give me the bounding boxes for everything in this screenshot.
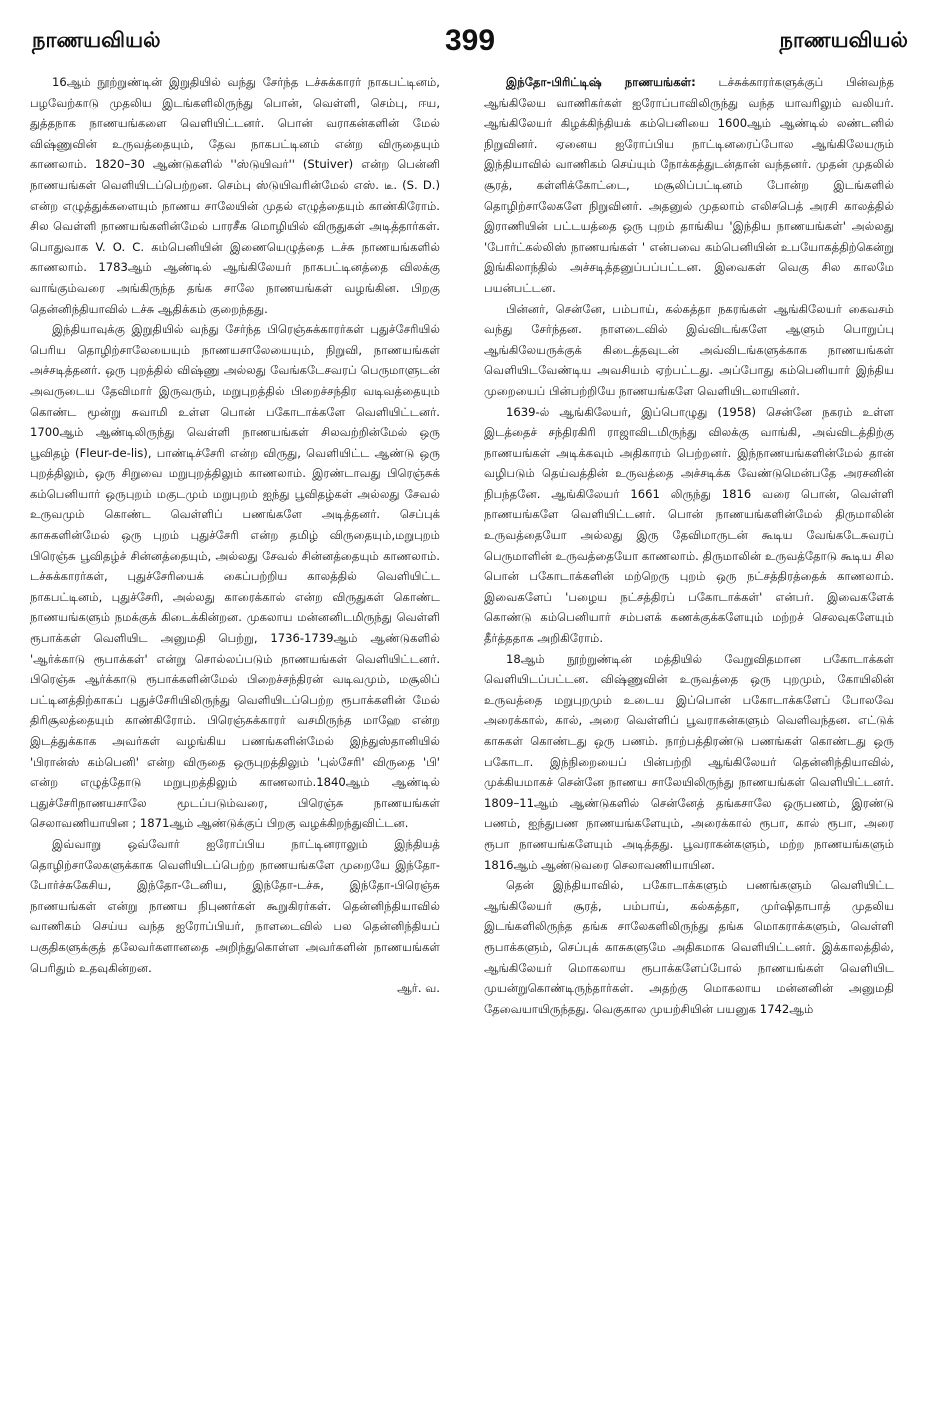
author-signature: ஆர். வ. [397, 981, 440, 996]
running-head-right: நாணயவியல் [779, 28, 908, 52]
paragraph-mughal-rupees: தென் இந்தியாவில், பகோடாக்களும் பணங்களும் வெளியிட்ட ஆங்கிலேயர் சூரத், பம்பாய், கல்கத்தா, முர்ஷிதாபாத் முதலிய இடங்களிலிருந்த தங்க சாலேகளிலிருந்து தங்க மொகராக்களும், வெள்ளி ரூபாக்களும், செப்புக் காசுகளுமே அதிகமாக வெளியிட்டனர். இக்காலத்தில், ஆங்கிலேயர் மொகலாய ரூபாக்களேப்போல் நாணயங்கள் வெளியிட முயன்றுகொண்டிருந்தார்கள். அதற்கு மொகலாய மன்னனின் அனுமதி தேவையாயிருந்தது. வெகுகால முயற்சியின் பயனுக 1742ஆம் [484, 878, 894, 1016]
paragraph-text: டச்சுக்காரர்களுக்குப் பின்வந்த ஆங்கிலேய வாணிகர்கள் ஐரோப்பாவிலிருந்து வந்த யாவரிலும் வலியர். ஆங்கிலேயர் கிழக்கிந்தியக் கம்பெனியை 1600ஆம் ஆண்டில் லண்டனில் நிறுவினர். ஏனைய ஐரோப்பிய நாட்டினரைப்போல ஆங்கிலேயரும் இந்தியாவில் வாணிகம் செய்யும் நோக்கத்துடன்தான் வந்தனர். முதன் முதலில் சூரத், கள்ளிக்கோட்டை, மசூலிப்பட்டினம் போன்ற இடங்களில் தொழிற்சாலேகளே நிறுவினர். அதனுல் முதலாம் எலிசபெத் அரசி காலத்தில் இராணியின் பட்டயத்தை ஒரு புறம் தாங்கிய 'இந்திய நாணயங்கள்' அல்லது 'போர்ட்கல்லிஸ் நாணயங்கள் ' என்பவை கம்பெனியின் உபயோகத்திற்கென்று இங்கிலாந்தில் அச்சடித்தனுப்பப்பட்டன. இவைகள் வெகு சில காலமே பயன்பட்டன. [484, 75, 895, 295]
paragraph-indo-british-intro [484, 72, 894, 299]
paragraph-18th-century-pagodas: 18ஆம் நூற்றுண்டின் மத்தியில் வேறுவிதமான பகோடாக்கள் வெளியிடப்பட்டன. விஷ்ணுவின் உருவத்தை ஒரு புறமும், கோயிலின் உருவத்தை மறுபுறமும் உடைய இப்பொன் பகோடாக்களேப் போலவே அரைக்கால், கால், அரை வெள்ளிப் பூவராகன்களும் வெளிவந்தன. எட்டுக் காசுகள் கொண்டது ஒரு பணம். நாற்பத்திரண்டு பணங்கள் கொண்டது ஒரு பகோடா. இந்நிறையைப் பின்பற்றி ஆங்கிலேயர் தென்னிந்தியாவில், முக்கியமாகச் சென்னே நாணய சாலேயிலிருந்து நாணயங்கள் வெளியிட்டனர். 1809–11ஆம் ஆண்டுகளில் சென்னேத் தங்கசாலே ஒருபணம், இரண்டு பணம், ஐந்துபண நாணயங்களேயும், அரைக்கால் ரூபா, கால் ரூபா, அரை ரூபா நாணயங்களேயும் அடித்தது. பூவராகன்களும், மற்ற நாணயங்களும் 1816ஆம் ஆண்டுவரை செலாவணியாயின. [484, 651, 894, 872]
right-column [484, 72, 894, 1019]
paragraph-indo-european-summary: இவ்வாறு ஒவ்வோர் ஐரோப்பிய நாட்டினராலும் இந்தியத் தொழிற்சாலேகளுக்காக வெளியிடப்பெற்ற நாணயங்களே முறையே இந்தோ-போர்ச்சுகேசிய, இந்தோ-டேனிய, இந்தோ-டச்சு, இந்தோ-பிரெஞ்சு நாணயங்கள் என்று நாணய நிபுணர்கள் கூறுகிரர்கள். தென்னிந்தியாவில் வாணிகம் செய்ய வந்த ஐரோப்பியர், நாளடைவில் பல தென்னிந்தியப் பகுதிகளுக்குத் தலேவர்களானதை அறிந்துகொள்ள அவர்களின் நாணயங்கள் பெரிதும் உதவுகின்றன. [30, 836, 440, 975]
section-heading: இந்தோ-பிரிட்டிஷ் நாணயங்கள்: [506, 75, 696, 89]
page-number: 399 [444, 24, 496, 57]
page-header [32, 24, 908, 64]
paragraph-dutch-coins: 16ஆம் நூற்றுண்டின் இறுதியில் வந்து சேர்ந்த டச்சுக்காரர் நாகபட்டினம், பழவேற்காடு முதலிய இடங்களிலிருந்து பொன், வெள்ளி, செம்பு, ஈய, துத்தநாக நாணயங்களை வெளியிட்டனர். பொன் வராகன்களின் மேல் விஷ்ணுவின் உருவத்தையும், தேவ நாகபட்டினம் என்ற விருதையும் காணலாம். 1820–30 ஆண்டுகளில் ''ஸ்டுயிவர்'' (Stuiver) என்ற பென்னி நாணயங்கள் வெளியிடப்பெற்றன. செம்பு ஸ்டுயிவரின்மேல் எஸ். டீ. (S. D.) என்ற எழுத்துக்களையும் நாணய சாலேயின் முதல் எழுத்தையும் காண்கிரோம். சில வெள்ளி நாணயங்களின்மேல் பாரசீக மொழியில் விருதுகள் அடித்தார்கள். பொதுவாக V. O. C. கம்பெனியின் இணையெழுத்தை டச்சு நாணயங்களில் காணலாம். 1783ஆம் ஆண்டில் ஆங்கிலேயர் நாகபட்டினத்தை விலக்கு வாங்கும்வரை அங்கிருந்த தங்க சாலே நாணயங்கள் வழங்கின. பிறகு தென்னிந்தியாவில் டச்சு ஆதிக்கம் குறைந்தது. [30, 75, 440, 316]
paragraph-french-coins: இந்தியாவுக்கு இறுதியில் வந்து சேர்ந்த பிரெஞ்சுக்காரர்கள் புதுச்சேரியில் பெரிய தொழிற்சாலேயையும் நாணயசாலேயையும், நிறுவி, நாணயங்கள் அச்சடித்தனர். ஒரு புறத்தில் விஷ்ணு அல்லது வேங்கடேசவரப் பெருமாளுடன் அவருடைய தேவிமார் இருவரும், மறுபுறத்தில் பிறைச்சந்திர வடிவத்தையும் கொண்ட மூன்று சுவாமி உள்ள பொன் பகோடாக்களே வெளியிட்டனர். 1700ஆம் ஆண்டிலிருந்து வெள்ளி நாணயங்கள் சிலவற்றின்மேல் ஒரு பூவிதழ் (Fleur-de-lis), பாண்டிச்சேரி என்ற விருது, வெளியிட்ட ஆண்டு ஒரு புறத்திலும், ஒரு சிறுவை மறுபுறத்திலும் காணலாம். இரண்டாவது பிரெஞ்சுக் கம்பெனியார் ஒருபுறம் மகுடமும் மறுபுறம் ஐந்து பூவிதழ்கள் அல்லது சேவல் உருவமும் கொண்ட வெள்ளிப் பணங்களே அடித்தனர். செப்புக் காசுகளின்மேல் ஒரு புறம் புதுச்சேரி என்ற தமிழ் விருதையும்,மறுபுறம் பிரெஞ்சு பூவிதழ்ச் சின்னத்தையும், அல்லது சேவல் சின்னத்தையும் காணலாம். டச்சுக்காரர்கள், புதுச்சேரியைக் கைப்பற்றிய காலத்தில் வெளியிட்ட நாகபட்டினம், புதுச்சேரி, அல்லது காரைக்கால் என்ற விருதுகள் கொண்ட நாணயங்களும் நமக்குக் கிடைக்கின்றன. முகலாய மன்னனிடமிருந்து வெள்ளி ரூபாக்கள் வெளியிட அனுமதி பெற்று, 1736-1739ஆம் ஆண்டுகளில் 'ஆர்க்காடு ரூபாக்கள்' என்று சொல்லப்படும் நாணயங்கள் வெளியிட்டனர். பிரெஞ்சு ஆர்க்காடு ரூபாக்களின்மேல் பிறைச்சந்திரன் வடிவமும், மசூலிப் பட்டினத்திற்காகப் புதுச்சேரியிலிருந்து வெளியிடப்பெற்ற ரூபாக்களின் மேல் திரிசூலத்தையும் காண்கிரோம். பிரெஞ்சுக்காரர் வசமிருந்த மாஹே என்ற இடத்துக்காக அவர்கள் வழங்கிய பணங்களின்மேல் இந்துஸ்தானியில் 'பிரான்ஸ் கம்பெனி' என்ற விருதை ஒருபுறத்திலும் 'புல்சேரி' விருதை 'பி' என்ற எழுத்தோடு மறுபுறத்திலும் காணலாம்.1840ஆம் ஆண்டில் புதுச்சேரிநாணயசாலே மூடப்படும்வரை, பிரெஞ்சு நாணயங்கள் செலாவணியாயின ; 1871ஆம் ஆண்டுக்குப் பிறகு வழக்கிறந்துவிட்டன. [30, 322, 440, 831]
running-head-left: நாணயவியல் [32, 28, 161, 52]
paragraph-presidencies: பின்னர், சென்னே, பம்பாய், கல்கத்தா நகரங்கள் ஆங்கிலேயர் கைவசம் வந்து சேர்ந்தன. நாளடைவில் இவ்விடங்களே ஆளும் பொறுப்பு ஆங்கிலேயருக்குக் கிடைத்தவுடன் அவ்விடங்களுக்காக நாணயங்கள் வெளியிடவேண்டிய அவசியம் ஏற்பட்டது. அப்போது கம்பெனியார் இந்திய முறையைப் பின்பற்றியே நாணயங்களே வெளியிடலாயினர். [484, 301, 894, 398]
paragraph-madras-mint: 1639-ல் ஆங்கிலேயர், இப்பொழுது (1958) சென்னே நகரம் உள்ள இடத்தைச் சந்திரகிரி ராஜாவிடமிருந்து விலக்கு வாங்கி, அவ்விடத்திற்கு நாணயங்கள் அடிக்கவும் அதிகாரம் பெற்றனர். இந்நாணயங்களின்மேல் தான் வழிபடும் தெய்வத்தின் உருவத்தை அச்சடிக்க வேண்டுமென்பதே அரசனின் நிபந்தனே. ஆங்கிலேயர் 1661 லிருந்து 1816 வரை பொன், வெள்ளி நாணயங்களே வெளியிட்டனர். பொன் நாணயங்களின்மேல் திருமாலின் உருவத்தையோ அல்லது இரு தேவிமாருடன் கூடிய வேங்கடேசுவரப் பெருமாளின் உருவத்தையோ காணலாம். திருமாலின் உருவத்தோடு கூடிய சில பொன் பகோடாக்களின் மற்றெரு புறம் ஒரு நட்சத்திரத்தைக் காணலாம். இவைகளேப் 'பழைய நட்சத்திரப் பகோடாக்கள்' என்பர். இவைகளேக் கொண்டு கம்பெனியார் சம்பளக் கணக்குக்களேயும் மற்றச் செலவுகளேயும் தீர்த்ததாக அறிகிரோம். [484, 404, 894, 646]
left-column [30, 72, 440, 999]
